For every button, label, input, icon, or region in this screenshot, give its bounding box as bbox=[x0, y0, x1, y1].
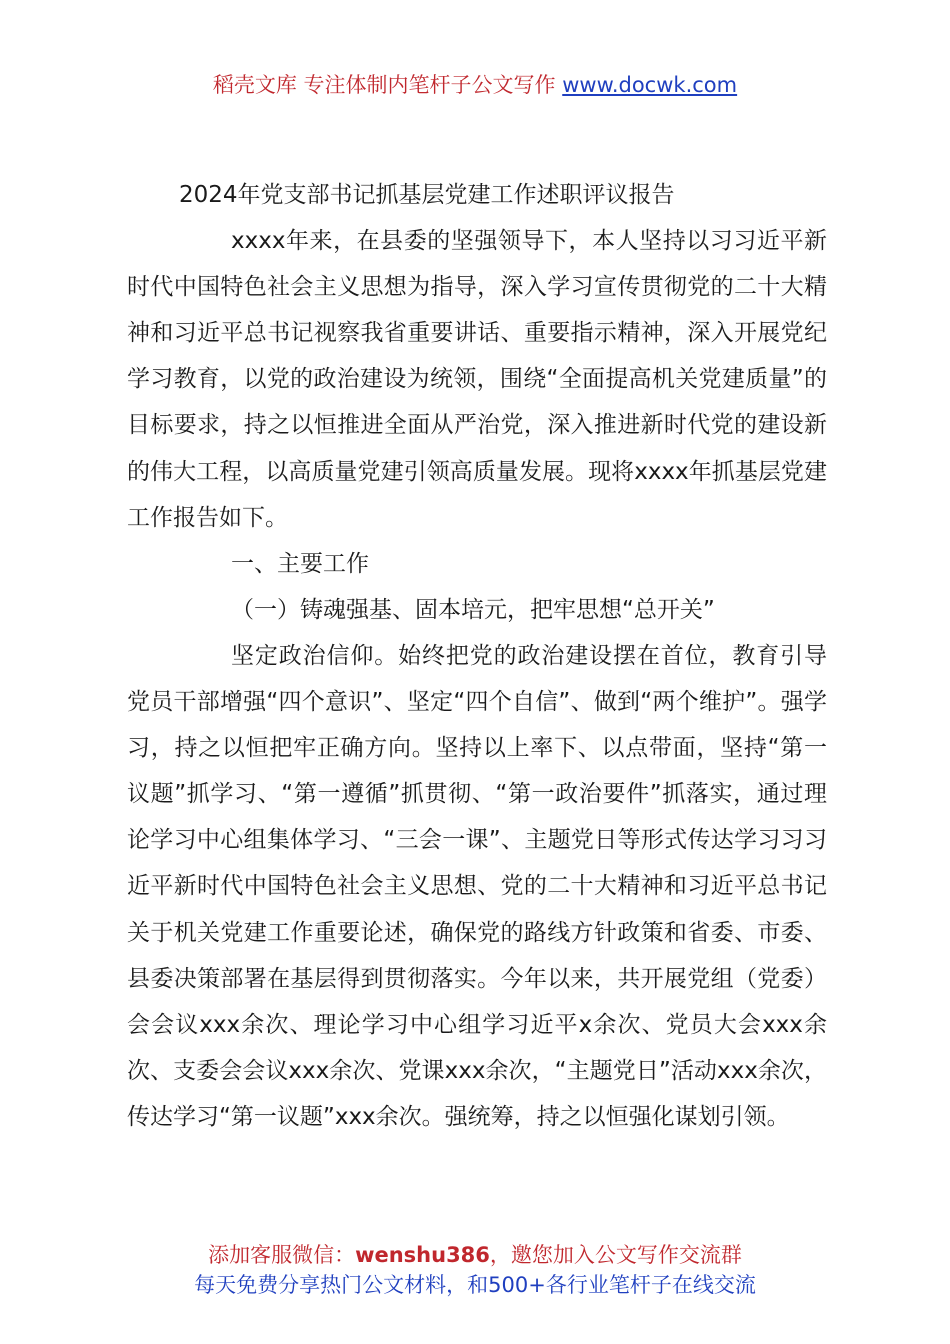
site-slogan: 稻壳文库 专注体制内笔杆子公文写作 bbox=[212, 73, 563, 97]
intro-paragraph: xxxx年来，在县委的坚强领导下，本人坚持以习习近平新时代中国特色社会主义思想为指导，深入学习宣传贯彻党的二十大精神和习近平总书记视察我省重要讲话、重要指示精神，深入开展党纪学习教育，以党的政治建设为统领，围绕“全面提高机关党建质量”的目标要求，持之以恒推进全面从严治党，深入推进新时代党的建设新的伟大工程，以高质量党建引领高质量发展。现将xxxx年抓基层党建工作报告如下。 bbox=[127, 228, 827, 531]
page-header bbox=[0, 70, 950, 100]
wechat-id: wenshu386 bbox=[355, 1243, 490, 1267]
document-body bbox=[127, 172, 827, 1140]
footer-contact-suffix: ，邀您加入公文写作交流群 bbox=[489, 1243, 742, 1267]
section-heading: 一、主要工作 bbox=[231, 550, 369, 577]
footer-contact-prefix: 添加客服微信： bbox=[208, 1243, 356, 1267]
page-footer bbox=[0, 1240, 950, 1300]
body-paragraph: 坚定政治信仰。始终把党的政治建设摆在首位，教育引导党员干部增强“四个意识”、坚定“四个自信”、做到“两个维护”。强学习，持之以恒把牢正确方向。坚持以上率下、以点带面，坚持“第一议题”抓学习、“第一遵循”抓贯彻、“第一政治要件”抓落实，通过理论学习中心组集体学习、“三会一课”、主题党日等形式传达学习习习近平新时代中国特色社会主义思想、党的二十大精神和习近平总书记关于机关党建工作重要论述，确保党的路线方针政策和省委、市委、县委决策部署在基层得到贯彻落实。今年以来，共开展党组（党委）会会议xxx余次、理论学习中心组学习近平x余次、党员大会xxx余次、支委会会议xxx余次、党课xxx余次，“主题党日”活动xxx余次，传达学习“第一议题”xxx余次。强统筹，持之以恒强化谋划引领。 bbox=[127, 642, 827, 1130]
site-url-link[interactable]: www.docwk.com bbox=[562, 73, 738, 97]
document-title: 2024年党支部书记抓基层党建工作述职评议报告 bbox=[179, 182, 675, 208]
footer-line-promo: 每天免费分享热门公文材料，和500+各行业笔杆子在线交流 bbox=[194, 1273, 756, 1297]
footer-line-contact bbox=[0, 1240, 950, 1270]
subsection-heading: （一）铸魂强基、固本培元，把牢思想“总开关” bbox=[231, 596, 715, 623]
